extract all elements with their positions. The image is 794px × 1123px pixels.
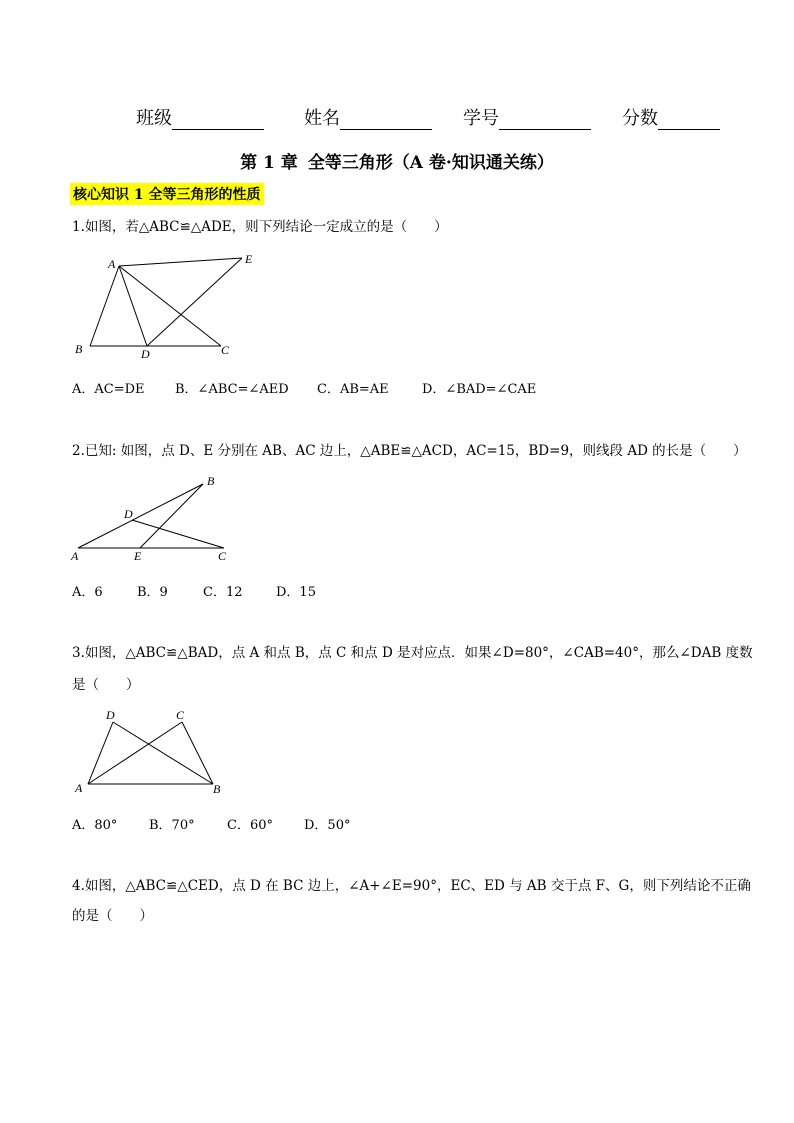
question-1-figure	[70, 250, 270, 365]
id-label: 学号	[463, 108, 499, 129]
name-label: 姓名	[304, 108, 340, 129]
name-field	[304, 104, 432, 130]
class-blank[interactable]	[172, 109, 264, 130]
student-info-row	[0, 104, 794, 130]
score-field	[622, 104, 720, 130]
id-field	[463, 104, 591, 130]
q2-label-b: B	[207, 474, 215, 488]
q3-choice-d[interactable]: D．50°	[304, 818, 351, 833]
q1-choice-a[interactable]: A．AC=DE	[72, 382, 145, 397]
q3-choice-c[interactable]: C．60°	[227, 818, 273, 833]
question-2-figure	[68, 470, 243, 570]
question-1-text: 1.如图，若△ABC≌△ADE，则下列结论一定成立的是（ ）	[72, 219, 448, 235]
q2-label-a: A	[71, 549, 79, 563]
page-title	[0, 148, 794, 173]
question-2-text: 2.已知: 如图，点 D、E 分别在 AB、AC 边上，△ABE≌△ACD，AC=15，BD=9，则线段 AD 的长是（ ）	[72, 443, 747, 459]
name-blank[interactable]	[340, 109, 432, 130]
q3-label-c: C	[176, 708, 185, 722]
question-3-figure	[70, 702, 240, 802]
chapter-label: 第 1 章	[240, 153, 298, 173]
q1-choice-c[interactable]: C．AB=AE	[317, 382, 389, 397]
question-4-text-line2: 的是（ ）	[72, 908, 153, 924]
q3-label-a: A	[75, 781, 83, 795]
q1-label-c: C	[221, 343, 230, 357]
class-label: 班级	[136, 108, 172, 129]
q3-choice-a[interactable]: A．80°	[72, 818, 118, 833]
q1-label-d: D	[141, 347, 150, 361]
q2-choice-a[interactable]: A．6	[72, 585, 103, 600]
question-3-text-line2: 是（ ）	[72, 677, 140, 693]
q1-label-b: B	[75, 342, 83, 356]
q2-label-d: D	[124, 507, 133, 521]
q3-choice-b[interactable]: B．70°	[149, 818, 195, 833]
q2-label-c: C	[218, 549, 227, 563]
score-blank[interactable]	[658, 109, 720, 130]
question-3-text-line1: 3.如图，△ABC≌△BAD，点 A 和点 B，点 C 和点 D 是对应点．如果∠D=80°，∠CAB=40°，那么∠DAB 度数	[72, 645, 753, 661]
id-blank[interactable]	[499, 109, 591, 130]
q1-label-e: E	[245, 252, 253, 266]
question-4-text-line1: 4.如图，△ABC≌△CED，点 D 在 BC 边上，∠A+∠E=90°，EC、ED 与 AB 交于点 F、G，则下列结论不正确	[72, 878, 751, 894]
class-field	[136, 104, 264, 130]
chapter-title: 全等三角形（A 卷·知识通关练）	[307, 153, 554, 173]
q1-label-a: A	[108, 257, 116, 271]
score-label: 分数	[622, 108, 658, 129]
q2-label-e: E	[134, 549, 142, 563]
q3-label-d: D	[106, 708, 115, 722]
section-heading: 核心知识 1 全等三角形的性质	[70, 183, 264, 205]
q1-choice-d[interactable]: D．∠BAD=∠CAE	[422, 382, 537, 397]
q1-choice-b[interactable]: B．∠ABC=∠AED	[175, 382, 289, 397]
q3-label-b: B	[213, 782, 221, 796]
q2-choice-b[interactable]: B．9	[137, 585, 168, 600]
q2-choice-c[interactable]: C．12	[203, 585, 243, 600]
q2-choice-d[interactable]: D．15	[276, 585, 316, 600]
